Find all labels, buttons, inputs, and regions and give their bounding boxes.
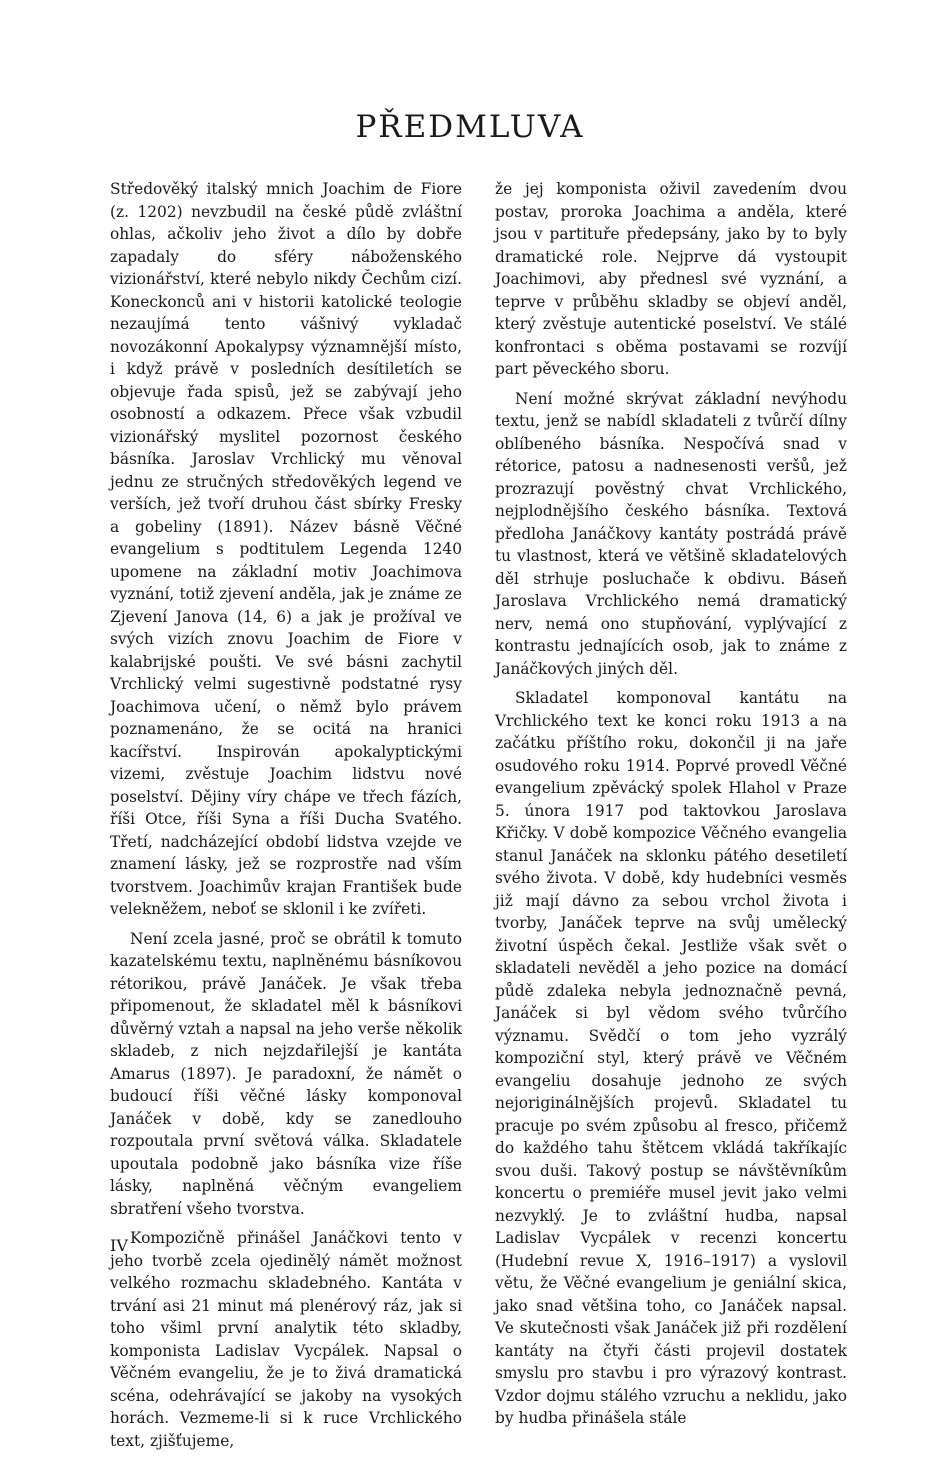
page-number: IV	[110, 1236, 128, 1255]
paragraph: Není možné skrývat základní nevýhodu textu, jenž se nabídl skladateli z tvůrčí dílny oblíbeného básníka. Nespočívá snad v rétorice, patosu a nadnesenosti veršů, jež prozrazují pověstný chvat Vrchlického, nejplodnějšího českého básníka. Textová předloha Janáčkovy kantáty postrádá právě tu vlastnost, která ve většině skladatelových děl strhuje posluchače k obdivu. Báseň Jaroslava Vrchlického nemá dramatický nerv, nemá ono stupňování, vyplývající z kontrastu jednajících osob, jak to známe z Janáčkových jiných děl.	[495, 389, 847, 678]
page-title: PŘEDMLUVA	[355, 108, 585, 145]
paragraph: že jej komponista oživil zavedením dvou postav, proroka Joachima a anděla, které jsou v partituře předepsány, jako by to byly dramatické role. Nejprve dá vystoupit Joachimovi, aby přednesl své vyznání, a teprve v průběhu skladby se objeví anděl, který zvěstuje autentické poselství. Ve stálé konfrontaci s oběma postavami se rozvíjí part pěveckého sboru.	[495, 180, 847, 378]
paragraph: Středověký italský mnich Joachim de Fiore (z. 1202) nevzbudil na české půdě zvláštní ohlas, ačkoliv jeho život a dílo by dobře zapadaly do sféry náboženského vizionářství, které nebylo nikdy Čechům cizí. Koneckonců ani v historii katolické teologie nezaujímá tento vášnivý vykladač novozákonní Apokalypsy významnější místo, i když právě v posledních desítiletích se objevuje řada spisů, jež se zabývají jeho osobností a odkazem. Přece však vzbudil vizionářský myslitel pozornost českého básníka. Jaroslav Vrchlický mu věnoval jednu ze stručných středověkých legend ve verších, jež tvoří druhou část sbírky Fresky a gobeliny (1891). Název básně Věčné evangelium s podtitulem Legenda 1240 upomene na základní motiv Joachimova vyznání, totiž zjevení anděla, jak je známe ze Zjevení Janova (14, 6) a jak je prožíval ve svých vizích znovu Joachim de Fiore v kalabrijské poušti. Ve své básni zachytil Vrchlický velmi sugestivně podstatné rysy Joachimova učení, o němž bylo právem poznamenáno, že se ocitá na hranici kacířství. Inspirován apokalyptickými vizemi, zvěstuje Joachim lidstvu nové poselství. Dějiny víry chápe ve třech fázích, říši Otce, říši Syna a říši Ducha Svatého. Třetí, nadcházející období lidstva vzejde ve znamení lásky, jež se rozprostře nad vším tvorstvem. Joachimův krajan František bude velekněžem, neboť se sklonil i ke zvířeti.	[110, 180, 462, 918]
left-column	[110, 178, 462, 1459]
paragraph: Kompozičně přinášel Janáčkovi tento v jeho tvorbě zcela ojedinělý námět možnost velkého rozmachu skladebného. Kantáta v trvání asi 21 minut má plenérový ráz, jak si toho všiml první analytik této skladby, komponista Ladislav Vycpálek. Napsal o Věčném evangeliu, že je to živá dramatická scéna, odehrávající se jakoby na vysokých horách. Vezmeme-li si k ruce Vrchlického text, zjišťujeme,	[110, 1229, 462, 1450]
right-column	[495, 178, 847, 1437]
paragraph: Skladatel komponoval kantátu na Vrchlického text ke konci roku 1913 a na začátku příštího roku, dokončil ji na jaře osudového roku 1914. Poprvé provedl Věčné evangelium zpěvácký spolek Hlahol v Praze 5. února 1917 pod taktovkou Jaroslava Křičky. V době kompozice Věčného evangelia stanul Janáček na sklonku pátého desetiletí svého života. V době, kdy hudebníci vesměs již mají dávno za sebou vrchol života i tvorby, Janáček teprve na svůj umělecký životní úspěch čekal. Jestliže však svět o skladateli nevěděl a jeho pozice na domácí půdě zdaleka nebyla jednoznačně pevná, Janáček si byl vědom svého tvůrčího významu. Svědčí o tom jeho vyzrálý kompoziční styl, který právě ve Věčném evangeliu dosahuje jednoho ze svých nejoriginálnějších projevů. Skladatel tu pracuje po svém způsobu al fresco, přičemž do každého tahu štětcem vkládá takříkajíc svou duši. Takový postup se návštěvníkům koncertu o premiéře musel jevit jako velmi nezvyklý. Je to zvláštní hudba, napsal Ladislav Vycpálek v recenzi koncertu (Hudební revue X, 1916–1917) a vyslovil větu, že Věčné evangelium je geniální skica, jako snad většina toho, co Janáček napsal. Ve skutečnosti však Janáček již při rozdělení kantáty na čtyři části projevil dostatek smyslu pro stavbu i pro výrazový kontrast. Vzdor dojmu stálého vzruchu a neklidu, jako by hudba přinášela stále	[495, 689, 847, 1427]
paragraph: Není zcela jasné, proč se obrátil k tomuto kazatelskému textu, naplněnému básníkovou rétorikou, právě Janáček. Je však třeba připomenout, že skladatel měl k básníkovi důvěrný vztah a napsal na jeho verše několik skladeb, z nich nejzdařilejší je kantáta Amarus (1897). Je paradoxní, že námět o budoucí říši věčné lásky komponoval Janáček v době, kdy se zanedlouho rozpoutala první světová válka. Skladatele upoutala podobně jako básníka vize říše lásky, naplněná věčným evangeliem sbratření všeho tvorstva.	[110, 929, 462, 1218]
